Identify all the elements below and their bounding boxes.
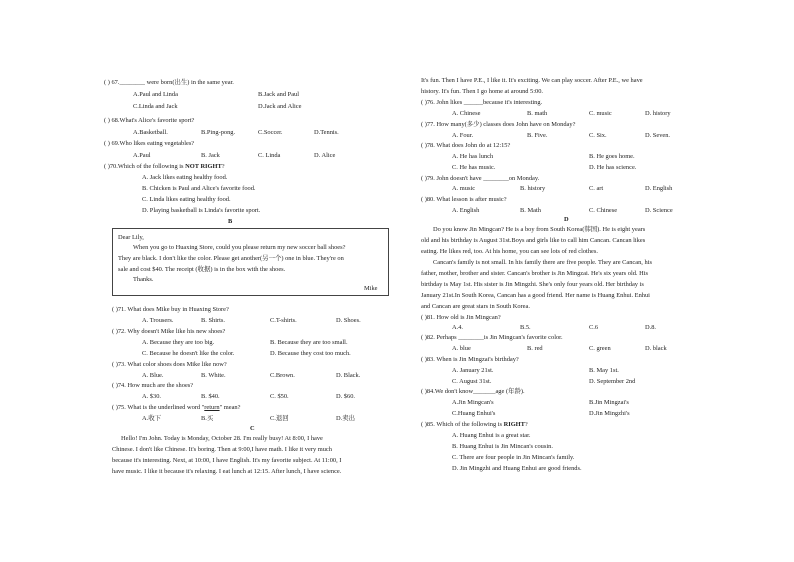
question-78: ( )78. What does John do at 12:15?: [421, 142, 511, 149]
option-71d[interactable]: D. Shoes.: [336, 317, 361, 324]
option-72a[interactable]: A. Because they are too big.: [142, 339, 215, 346]
option-81b[interactable]: B.5.: [520, 324, 531, 331]
passage-c-line: have music. I like it because it's relaxing. I eat lunch at 12:15. After lunch, I have science.: [112, 468, 342, 475]
passage-d-line: eating. He likes red, too. At his home, you can see lots of red clothes.: [421, 248, 598, 255]
option-77c[interactable]: C. Six.: [589, 132, 607, 139]
passage-d-line: and Cancan are great stars in South Korea.: [421, 303, 530, 310]
question-76: ( )76. John likes ______because it's interesting.: [421, 99, 543, 106]
letter-greeting: Dear Lily,: [118, 234, 144, 241]
option-73a[interactable]: A. Blue.: [142, 372, 164, 379]
passage-d-line: January 21st.In South Korea, Cancan has a good friend. Her name is Huang Enhui. Enhui: [421, 292, 650, 299]
passage-c-line: Hello! I'm John. Today is Monday, October 28. I'm really busy! At 8:00, I have: [121, 435, 323, 442]
letter-thanks: Thanks.: [133, 276, 154, 283]
option-67c[interactable]: C.Linda and Jack: [133, 103, 178, 110]
option-69d[interactable]: D. Alice: [314, 152, 336, 159]
option-71c[interactable]: C.T-shirts.: [270, 317, 297, 324]
option-78d[interactable]: D. He has science.: [589, 164, 637, 171]
option-81a[interactable]: A.4.: [452, 324, 464, 331]
option-70b[interactable]: B. Chicken is Paul and Alice's favorite food.: [142, 185, 256, 192]
option-77a[interactable]: A. Four.: [452, 132, 474, 139]
option-68d[interactable]: D.Tennis.: [314, 129, 339, 136]
option-83a[interactable]: A. January 21st.: [452, 367, 494, 374]
option-70c[interactable]: C. Linda likes eating healthy food.: [142, 196, 231, 203]
question-67: ( ) 67.________ were born(出生) in the same year.: [104, 79, 234, 86]
option-76a[interactable]: A. Chinese: [452, 110, 481, 117]
option-71a[interactable]: A. Trousers.: [142, 317, 174, 324]
question-77: ( )77. How many(多少) classes does John have on Monday?: [421, 121, 576, 128]
option-76d[interactable]: D. history: [645, 110, 671, 117]
option-78b[interactable]: B. He goes home.: [589, 153, 635, 160]
option-80c[interactable]: C. Chinese: [589, 207, 618, 214]
question-74: ( )74. How much are the shoes?: [112, 382, 194, 389]
option-67d[interactable]: D.Jack and Alice: [258, 103, 302, 110]
passage-d-line: Cancan's family is not small. In his family there are five people. They are Cancan, his: [433, 259, 652, 266]
question-68: ( ) 68.What's Alice's favorite sport?: [104, 117, 195, 124]
option-84c[interactable]: C.Huang Enhui's: [452, 410, 496, 417]
option-76b[interactable]: B. math: [527, 110, 548, 117]
question-73: ( )73. What color shoes does Mike like now?: [112, 361, 227, 368]
option-82d[interactable]: D. black: [645, 345, 667, 352]
option-72d[interactable]: D. Because they cost too much.: [270, 350, 351, 357]
option-85d[interactable]: D. Jin Mingzhi and Huang Enhui are good friends.: [452, 465, 582, 472]
option-79c[interactable]: C. art: [589, 185, 604, 192]
option-69b[interactable]: B. Jack: [201, 152, 220, 159]
option-78a[interactable]: A. He has lunch: [452, 153, 494, 160]
option-75a[interactable]: A.收下: [142, 415, 161, 422]
passage-d-line: Do you know Jin Mingcan? He is a boy from South Korea(韩国). He is eight years: [433, 226, 646, 233]
letter-line: sale and cost $40. The receipt (收据) is in the box with the shoes.: [118, 266, 286, 273]
option-72c[interactable]: C. Because he doesn't like the color.: [142, 350, 235, 357]
option-75b[interactable]: B.买: [201, 415, 214, 422]
option-85b[interactable]: B. Huang Enhui is Jin Mincan's cousin.: [452, 443, 553, 450]
option-67a[interactable]: A.Paul and Linda: [133, 91, 178, 98]
section-heading-d: D: [564, 216, 569, 223]
option-74d[interactable]: D. $60.: [336, 393, 355, 400]
question-82: ( )82. Perhaps ________is Jin Mingcan's favorite color.: [421, 334, 563, 341]
question-71: ( )71. What does Mike buy in Huaxing Store?: [112, 306, 229, 313]
option-79a[interactable]: A. music: [452, 185, 476, 192]
option-71b[interactable]: B. Shirts.: [201, 317, 225, 324]
passage-c-line: because it's interesting. Next, at 10:00, I have English. It's my favorite subject. At 11:00, I: [112, 457, 342, 464]
option-72b[interactable]: B. Because they are too small.: [270, 339, 348, 346]
letter-signature: Mike: [364, 285, 378, 292]
option-77b[interactable]: B. Five.: [527, 132, 548, 139]
option-81c[interactable]: C.6: [589, 324, 599, 331]
option-83c[interactable]: C. August 31st.: [452, 378, 492, 385]
option-83b[interactable]: B. May 1st.: [589, 367, 619, 374]
option-69c[interactable]: C. Linda: [258, 152, 281, 159]
option-75d[interactable]: D.卖出: [336, 415, 355, 422]
question-75: ( )75. What is the underlined word "return" mean?: [112, 404, 241, 411]
option-76c[interactable]: C. music: [589, 110, 612, 117]
option-69a[interactable]: A.Paul: [133, 152, 151, 159]
question-80: ( )80. What lesson is after music?: [421, 196, 507, 203]
option-68b[interactable]: B.Ping-pong.: [201, 129, 236, 136]
option-84b[interactable]: B.Jin Mingzai's: [589, 399, 629, 406]
option-74a[interactable]: A. $30.: [142, 393, 161, 400]
option-70a[interactable]: A. Jack likes eating healthy food.: [142, 174, 228, 181]
option-79d[interactable]: D. English: [645, 185, 673, 192]
passage-d-line: father, mother, brother and sister. Cancan's brother is Jin Mingzai. He's six years old. His: [421, 270, 649, 277]
option-85a[interactable]: A. Huang Enhui is a great star.: [452, 432, 531, 439]
question-83: ( )83. When is Jin Mingzai's birthday?: [421, 356, 519, 363]
question-70: ( )70.Which of the following is NOT RIGHT?: [104, 163, 225, 170]
question-85: ( )85. Which of the following is RIGHT?: [421, 421, 528, 428]
option-79b[interactable]: B. history: [520, 185, 546, 192]
passage-c-line: history. It's fun. Then I go home at around 5:00.: [421, 88, 544, 95]
option-81d[interactable]: D.8.: [645, 324, 657, 331]
option-74c[interactable]: C. $50.: [270, 393, 289, 400]
option-74b[interactable]: B. $40.: [201, 393, 220, 400]
option-68c[interactable]: C.Soccer.: [258, 129, 283, 136]
question-81: ( )81. How old is Jin Mingcan?: [421, 314, 501, 321]
option-85c[interactable]: C. There are four people in Jin Mincan's family.: [452, 454, 575, 461]
section-heading-c: C: [250, 425, 255, 432]
question-69: ( ) 69.Who likes eating vegetables?: [104, 140, 195, 147]
question-79: ( )79. John doesn't have ________on Monday.: [421, 175, 540, 182]
option-68a[interactable]: A.Basketball.: [133, 129, 168, 136]
option-80d[interactable]: D. Science: [645, 207, 673, 214]
option-80b[interactable]: B. Math: [520, 207, 541, 214]
option-84d[interactable]: D.Jin Mingzhi's: [589, 410, 630, 417]
option-75c[interactable]: C.退回: [270, 415, 289, 422]
option-73d[interactable]: D. Black.: [336, 372, 361, 379]
question-84: ( )84.We don't know_______age (年龄).: [421, 388, 525, 395]
option-80a[interactable]: A. English: [452, 207, 480, 214]
option-73c[interactable]: C.Brown.: [270, 372, 295, 379]
option-77d[interactable]: D. Seven.: [645, 132, 671, 139]
question-72: ( )72. Why doesn't Mike like his new shoes?: [112, 328, 226, 335]
option-73b[interactable]: B. White.: [201, 372, 226, 379]
option-83d[interactable]: D. September 2nd: [589, 378, 636, 385]
letter-line: They are black. I don't like the color. Please get another(另一个) one in blue. They're on: [118, 255, 344, 262]
option-70d[interactable]: D. Playing basketball is Linda's favorite sport.: [142, 207, 261, 214]
option-82c[interactable]: C. green: [589, 345, 611, 352]
option-78c[interactable]: C. He has music.: [452, 164, 496, 171]
section-heading-b: B: [228, 218, 233, 225]
option-67b[interactable]: B.Jack and Paul: [258, 91, 299, 98]
passage-c-line: Chinese. I don't like Chinese. It's boring. Then at 9:00,I have math. I like it very much: [112, 446, 332, 453]
option-84a[interactable]: A.Jin Mingcan's: [452, 399, 494, 406]
letter-line: When you go to Huaxing Store, could you please return my new soccer ball shoes?: [133, 244, 346, 251]
passage-d-line: birthday is May 1st. His sister is Jin Mingzhi. She's only four years old. Her birthday is: [421, 281, 644, 288]
option-82a[interactable]: A. blue: [452, 345, 471, 352]
option-82b[interactable]: B. red: [527, 345, 543, 352]
passage-c-line: It's fun. Then I have P.E., I like it. It's exciting. We can play soccer. After P.E., we have: [421, 77, 643, 84]
passage-d-line: old and his birthday is August 31st.Boys and girls like to call him Cancan. Cancan likes: [421, 237, 646, 244]
